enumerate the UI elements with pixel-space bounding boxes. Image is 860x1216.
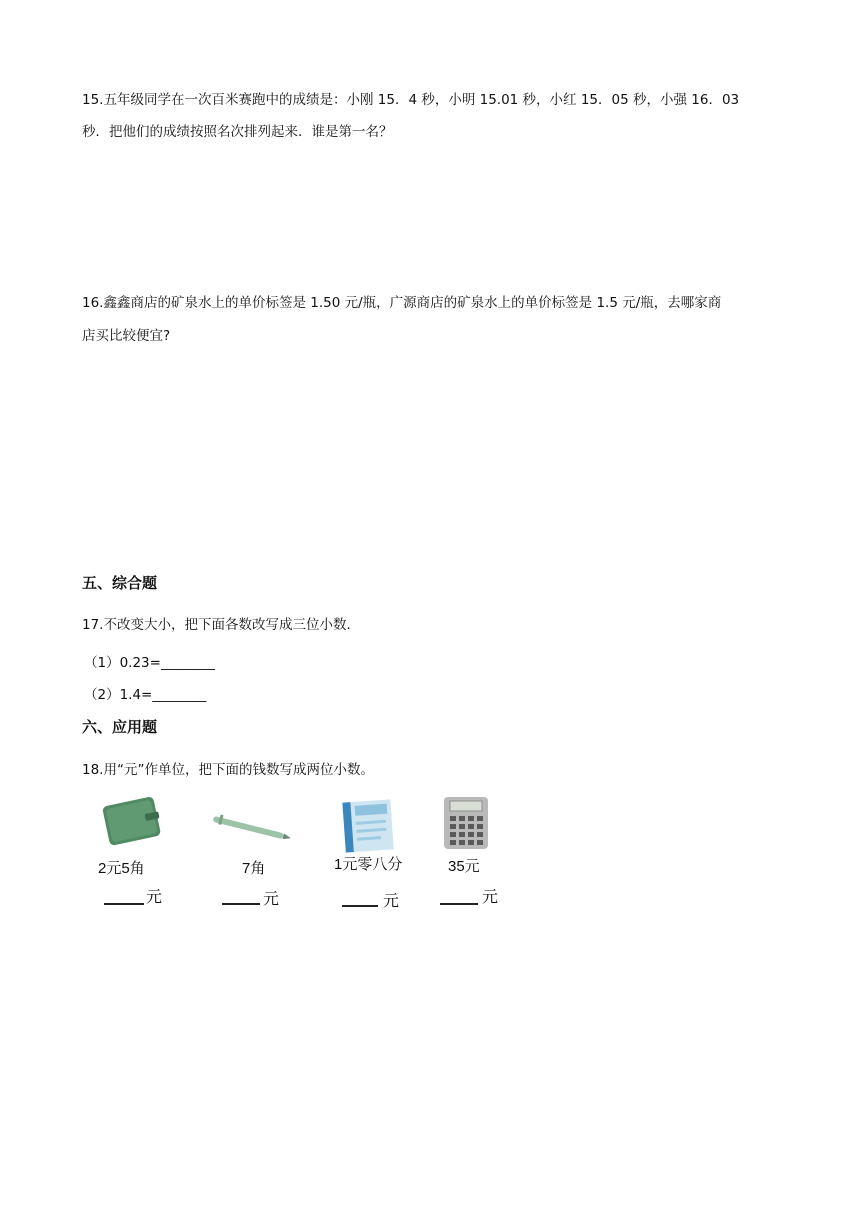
question-15-line1: 15.五年级同学在一次百米赛跑中的成绩是：小刚 15．4 秒，小明 15.01 秒，小红 15．05 秒，小强 16．03	[82, 92, 740, 108]
pen-icon	[208, 809, 292, 849]
unit-label: 元	[482, 887, 499, 906]
question-17-text: 17.不改变大小，把下面各数改写成三位小数．	[82, 617, 360, 633]
unit-label: 元	[263, 889, 280, 908]
question-15-line2: 秒．把他们的成绩按照名次排列起来．谁是第一名？	[82, 124, 393, 140]
calculator-icon	[442, 795, 492, 851]
question-16-line2: 店买比较便宜?	[82, 328, 171, 344]
answer-blank[interactable]	[342, 905, 378, 907]
answer-blank[interactable]	[440, 903, 478, 905]
item-label: 7角	[242, 860, 266, 877]
item-label: 2元5角	[98, 860, 145, 877]
question-17-part-2: （2）1.4=________	[84, 687, 207, 703]
answer-blank[interactable]	[222, 903, 260, 905]
question-17-part-1: （1）0.23=________	[84, 655, 215, 671]
notebook-icon	[96, 795, 168, 851]
exercise-book-icon	[338, 797, 398, 853]
answer-blank[interactable]	[104, 903, 144, 905]
section-6-title: 六、应用题	[82, 718, 158, 736]
question-18-text: 18.用“元”作单位，把下面的钱数写成两位小数。	[82, 762, 374, 778]
item-label: 1元零八分	[334, 856, 403, 873]
section-5-title: 五、综合题	[82, 574, 158, 592]
item-label: 35元	[448, 858, 480, 875]
unit-label: 元	[146, 887, 163, 906]
unit-label: 元	[383, 891, 400, 910]
question-16-line1: 16.鑫鑫商店的矿泉水上的单价标签是 1.50 元/瓶，广源商店的矿泉水上的单价标签是 1.5 元/瓶，去哪家商	[82, 295, 722, 311]
